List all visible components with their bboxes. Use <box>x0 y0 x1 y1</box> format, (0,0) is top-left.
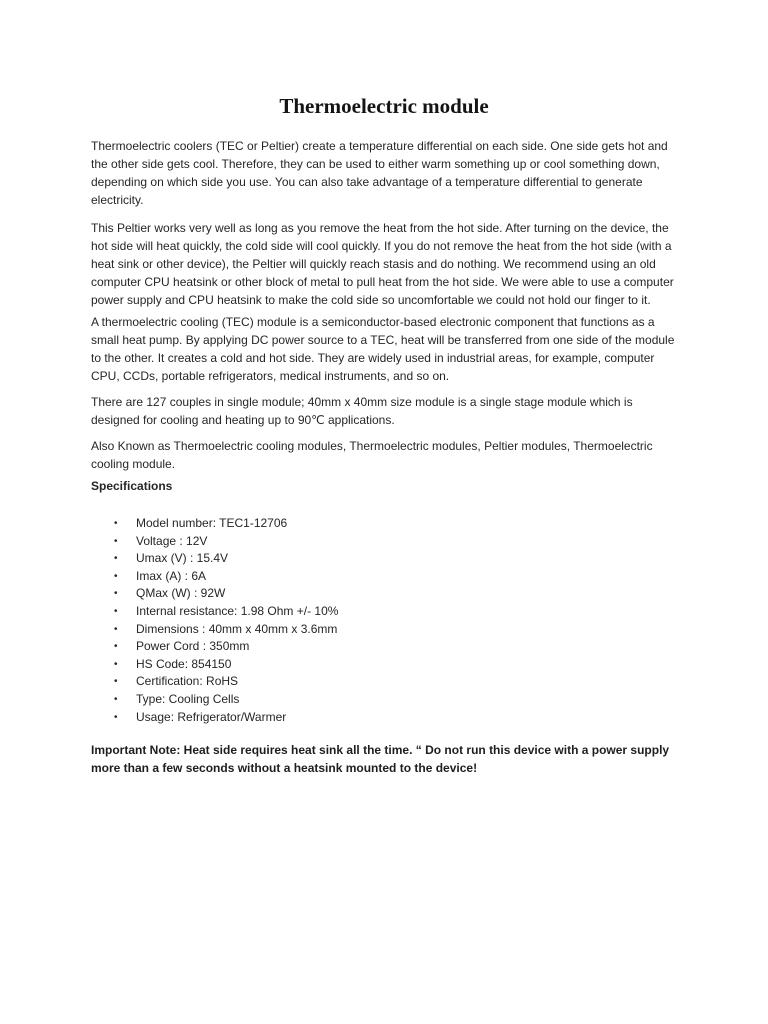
list-item <box>0 638 768 656</box>
list-item <box>0 533 768 551</box>
list-item <box>0 585 768 603</box>
bullet-icon: • <box>114 676 118 688</box>
document-title: Thermoelectric module <box>279 94 489 118</box>
important-note: Important Note: Heat side requires heat sink all the time. “ Do not run this device with a power supply more than a few seconds without a heatsink mounted to the device! <box>91 743 670 775</box>
spec-text: Type: Cooling Cells <box>136 691 240 706</box>
paragraph-usage: This Peltier works very well as long as you remove the heat from the hot side. After turning on the device, the hot side will heat quickly, the cold side will cool quickly. If you do not remove the heat from the hot side (with a heat sink or other device), the Peltier will quickly reach stasis and do nothing. We recommend using an old computer CPU heatsink or other block of metal to pull heat from the hot side. We were able to use a computer power supply and CPU heatsink to make the cold side so uncomfortable we could not hold our finger to it. <box>91 221 674 307</box>
spec-text: Internal resistance: 1.98 Ohm +/- 10% <box>136 603 339 618</box>
bullet-icon: • <box>114 518 118 529</box>
bullet-icon: • <box>114 693 118 705</box>
list-item <box>0 656 768 674</box>
bullet-icon: • <box>114 605 118 617</box>
spec-text: Model number: TEC1-12706 <box>136 516 288 530</box>
paragraph-intro: Thermoelectric coolers (TEC or Peltier) create a temperature differential on each side. One side gets hot and the other side gets cool. Therefore, they can be used to either warm something up or cool something down, depending on which side you use. You can also take advantage of a temperature differential to generate electricity. <box>91 139 668 207</box>
spec-text: HS Code: 854150 <box>136 656 232 671</box>
bullet-icon: • <box>114 641 118 653</box>
bullet-icon: • <box>114 658 118 670</box>
list-item <box>0 621 768 639</box>
paragraph-aliases: Also Known as Thermoelectric cooling modules, Thermoelectric modules, Peltier modules, Thermoelectric cooling module. <box>91 439 653 471</box>
list-item <box>0 550 768 568</box>
spec-text: Imax (A) : 6A <box>136 568 207 583</box>
spec-text: Voltage : 12V <box>136 533 208 548</box>
list-item <box>0 691 768 709</box>
specifications-heading: Specifications <box>91 479 173 493</box>
paragraph-description: A thermoelectric cooling (TEC) module is a semiconductor-based electronic component that functions as a small heat pump. By applying DC power source to a TEC, heat will be transferred from one side of the module to the other. It creates a cold and hot side. They are widely used in industrial areas, for example, computer CPU, CCDs, portable refrigerators, medical instruments, and so on. <box>91 315 675 383</box>
list-item <box>0 673 768 691</box>
spec-text: QMax (W) : 92W <box>136 586 226 601</box>
spec-text: Dimensions : 40mm x 40mm x 3.6mm <box>136 621 338 636</box>
bullet-icon: • <box>114 711 118 723</box>
bullet-icon: • <box>114 588 118 600</box>
paragraph-couples: There are 127 couples in single module; 40mm x 40mm size module is a single stage module which is designed for cooling and heating up to 90℃ applications. <box>91 395 633 427</box>
spec-text: Usage: Refrigerator/Warmer <box>136 709 287 724</box>
spec-text: Power Cord : 350mm <box>136 639 250 654</box>
list-item <box>0 709 768 727</box>
bullet-icon: • <box>114 553 118 565</box>
bullet-icon: • <box>114 570 118 582</box>
spec-text: Certification: RoHS <box>136 674 239 689</box>
list-item <box>0 603 768 621</box>
specifications-list <box>0 515 768 726</box>
bullet-icon: • <box>114 535 118 547</box>
spec-text: Umax (V) : 15.4V <box>136 551 229 566</box>
list-item <box>0 515 768 533</box>
bullet-icon: • <box>114 623 118 635</box>
list-item <box>0 568 768 586</box>
